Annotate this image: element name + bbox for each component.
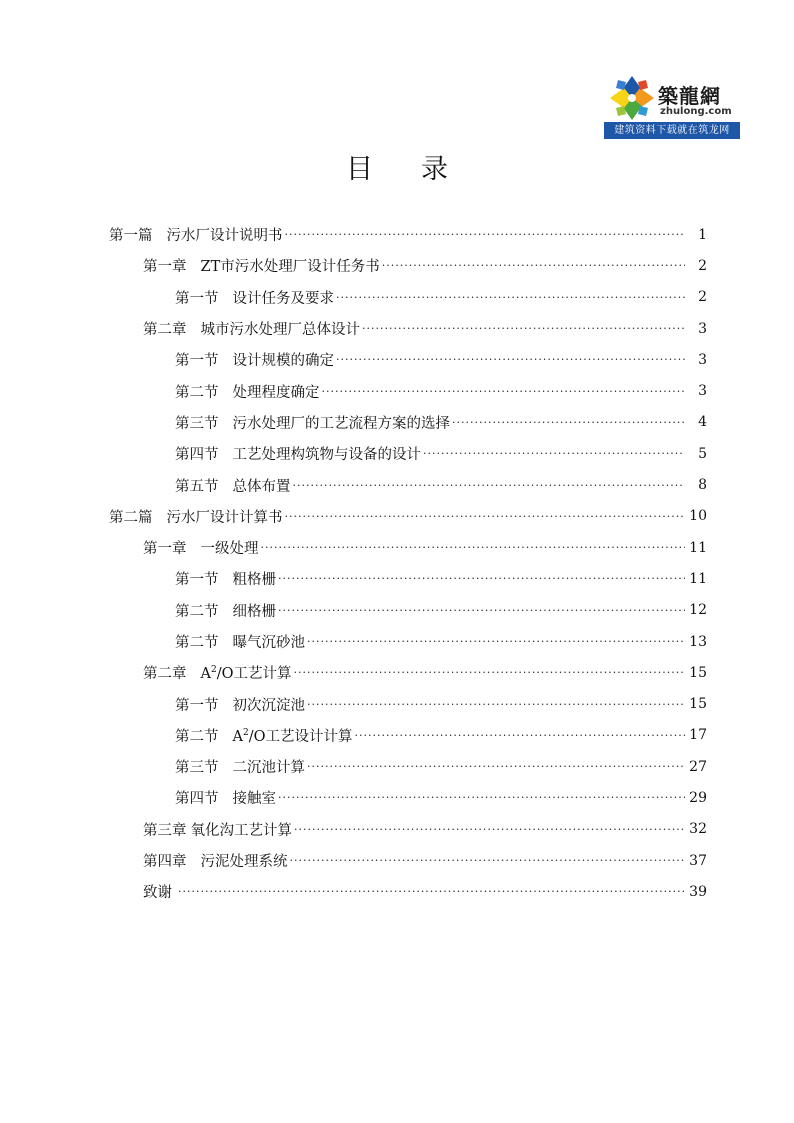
toc-leader-dots (278, 604, 685, 617)
toc-leader-dots (285, 228, 686, 241)
toc-leader-dots (362, 322, 685, 335)
toc-entry-label: 第二章 (143, 666, 187, 683)
toc-leader-dots (178, 885, 685, 898)
toc-entry[interactable] (0, 563, 794, 594)
toc-entry-title (201, 662, 292, 683)
toc-entry[interactable] (0, 751, 794, 782)
toc-entry-page: 15 (689, 664, 707, 681)
toc-entry[interactable] (0, 501, 794, 532)
toc-entry-label: 第四节 (175, 447, 219, 464)
toc-entry[interactable] (0, 595, 794, 626)
toc-entry[interactable] (0, 876, 794, 907)
toc-entry-label: 第二章 (143, 322, 187, 339)
toc-entry-label: 第一节 (175, 572, 219, 589)
toc-entry-label: 第一章 (143, 259, 187, 276)
toc-entry-title: 处理程度确定 (232, 384, 320, 401)
toc-entry-title-sup: 2 (242, 727, 249, 738)
toc-entry[interactable] (0, 845, 794, 876)
toc-entry-title: 污泥处理系统 (200, 854, 288, 871)
toc-entry-page: 2 (698, 257, 707, 274)
toc-entry-title: 细格栅 (232, 603, 276, 620)
toc-leader-dots (278, 572, 685, 585)
toc-entry-page: 11 (689, 570, 707, 587)
toc-entry-label: 第一节 (175, 353, 219, 370)
toc-entry-label: 第四章 (143, 854, 187, 871)
toc-entry-title: 氧化沟工艺计算 (190, 822, 292, 839)
toc-entry[interactable] (0, 375, 794, 406)
toc-entry[interactable] (0, 626, 794, 657)
toc-entry[interactable] (0, 282, 794, 313)
toc-entry-label: 第二节 (175, 635, 219, 651)
toc-entry-title: 曝气沉砂池 (232, 635, 305, 651)
toc-leader-dots (290, 854, 686, 867)
toc-entry-title: 二沉池计算 (232, 760, 305, 777)
toc-entry-title-pre: A (232, 728, 243, 745)
toc-entry-title-post: /O工艺计算 (216, 666, 292, 683)
toc-entry-page: 4 (698, 414, 707, 431)
toc-entry-title: ZT市污水处理厂设计任务书 (200, 259, 380, 276)
toc-entry-page: 39 (689, 883, 707, 900)
toc-leader-dots (285, 510, 686, 523)
toc-leader-dots (294, 666, 686, 679)
toc-entry-page: 3 (698, 351, 707, 368)
toc-entry-label: 第三节 (175, 760, 219, 777)
toc-entry-page: 5 (698, 445, 707, 462)
toc-title: 目录 (346, 154, 496, 185)
toc-entry-title: 设计任务及要求 (232, 290, 334, 307)
toc-entry-title (233, 725, 353, 746)
toc-entry-title-post: /O工艺设计计算 (248, 728, 353, 745)
toc-entry-label: 第一节 (175, 290, 219, 307)
toc-leader-dots (423, 447, 685, 460)
toc-entry-title: 总体布置 (232, 478, 291, 495)
toc-entry[interactable] (0, 250, 794, 281)
toc-entry-page: 8 (698, 477, 707, 494)
toc-entry-title: 粗格栅 (232, 572, 276, 589)
toc-entry-page: 15 (689, 696, 707, 713)
toc-entry-title: 城市污水处理厂总体设计 (200, 322, 360, 339)
toc-entry-label: 第三章 (143, 822, 187, 839)
toc-entry-label: 第四节 (175, 791, 219, 808)
toc-entry-title-sup: 2 (210, 665, 217, 676)
toc-entry-label: 第一篇 (109, 228, 153, 245)
toc-entry-page: 27 (689, 758, 707, 775)
toc-leader-dots (307, 698, 685, 711)
toc-entry[interactable] (0, 688, 794, 719)
toc-leader-dots (278, 791, 685, 804)
toc-entry-label: 第二节 (175, 384, 219, 401)
toc-entry[interactable] (0, 344, 794, 375)
toc-entry-page: 29 (689, 789, 707, 806)
toc-entry-page: 2 (698, 289, 707, 306)
toc-entry-page: 37 (689, 852, 707, 869)
toc-entry-title: 污水厂设计说明书 (166, 228, 283, 245)
toc-entry-page: 11 (689, 539, 707, 556)
toc-entry-title: 污水厂设计计算书 (166, 509, 283, 526)
toc-leader-dots (336, 291, 685, 304)
toc-leader-dots (382, 259, 685, 272)
toc-entry-page: 13 (689, 633, 707, 650)
toc-entry[interactable] (0, 532, 794, 563)
toc-entry[interactable] (0, 313, 794, 344)
toc-leader-dots (293, 479, 686, 492)
toc-entry[interactable] (0, 469, 794, 500)
toc-entry-label: 第一节 (175, 697, 219, 714)
toc-entry[interactable] (0, 438, 794, 469)
toc-entry-page: 12 (689, 602, 707, 619)
toc-entry-page: 10 (689, 508, 707, 525)
table-of-contents (0, 219, 794, 908)
toc-leader-dots (261, 541, 686, 554)
toc-leader-dots (336, 353, 685, 366)
toc-entry-page: 3 (698, 383, 707, 400)
toc-leader-dots (452, 416, 685, 429)
toc-entry-title-pre: A (200, 666, 211, 683)
logo-name: 築龍網 (658, 84, 721, 108)
toc-entry-title: 工艺处理构筑物与设备的设计 (232, 447, 421, 464)
logo-slogan: 建筑资料下载就在筑龙网 (604, 122, 740, 139)
toc-leader-dots (307, 760, 685, 773)
toc-entry[interactable] (0, 782, 794, 813)
zhulong-logo (604, 72, 740, 142)
toc-leader-dots (307, 635, 685, 648)
toc-entry-label: 第二节 (175, 728, 219, 745)
toc-entry[interactable] (0, 720, 794, 751)
toc-leader-dots (322, 385, 686, 398)
toc-entry-page: 3 (698, 320, 707, 337)
toc-entry[interactable] (0, 407, 794, 438)
toc-entry-label: 第二节 (175, 603, 219, 620)
toc-entry-title: 初次沉淀池 (232, 697, 305, 714)
logo-domain: zhulong.com (660, 106, 732, 117)
toc-entry[interactable] (0, 219, 794, 250)
toc-entry-label: 致谢 (143, 885, 172, 902)
toc-leader-dots (355, 729, 686, 742)
toc-entry-title: 污水处理厂的工艺流程方案的选择 (232, 415, 450, 432)
toc-entry-label: 第一章 (143, 541, 187, 558)
logo-mark-icon (608, 74, 656, 122)
toc-entry[interactable] (0, 657, 794, 688)
toc-entry-page: 17 (689, 727, 707, 744)
toc-entry-label: 第二篇 (109, 509, 153, 526)
toc-leader-dots (294, 823, 685, 836)
toc-entry-label: 第三节 (175, 415, 219, 432)
toc-entry-title: 接触室 (232, 791, 276, 808)
toc-entry-title: 设计规模的确定 (232, 353, 334, 370)
toc-entry[interactable] (0, 814, 794, 845)
toc-entry-page: 32 (689, 821, 707, 838)
toc-entry-page: 1 (698, 226, 707, 243)
toc-entry-label: 第五节 (175, 478, 219, 495)
toc-entry-title: 一级处理 (200, 541, 259, 558)
